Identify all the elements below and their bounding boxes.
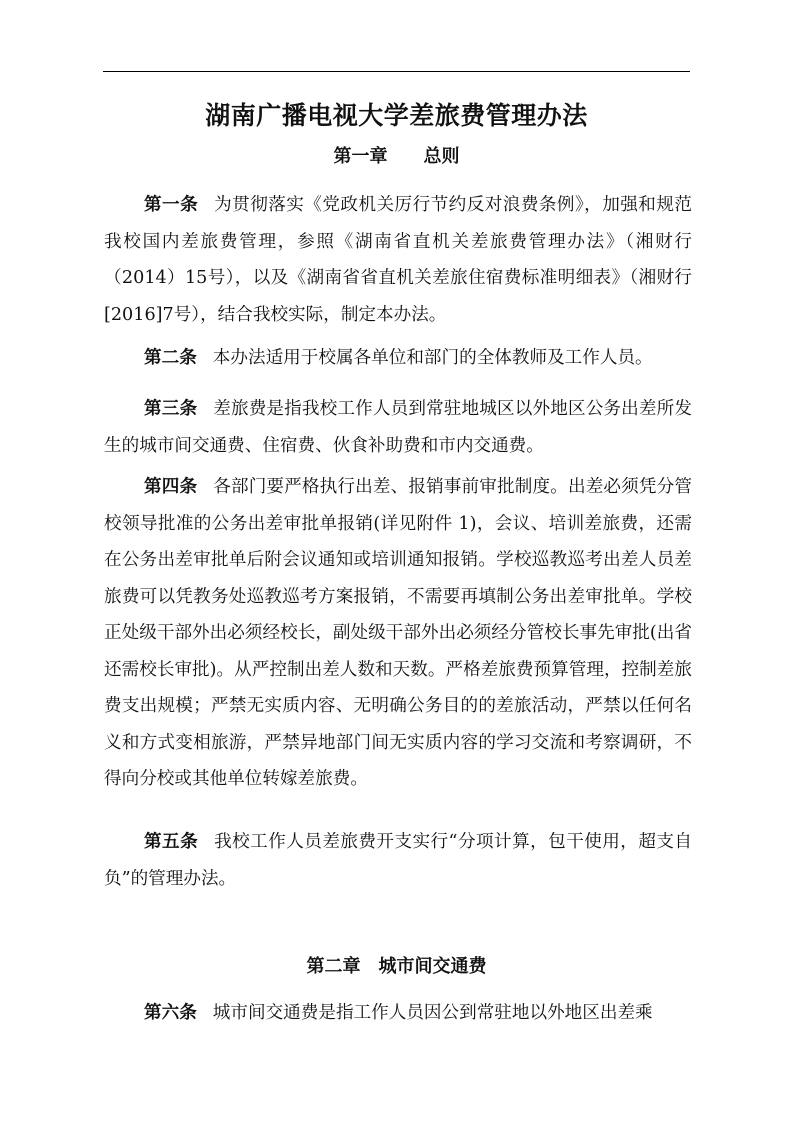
article-6 [104, 995, 692, 1032]
article-text: 城市间交通费是指工作人员因公到常驻地以外地区出差乘 [212, 1003, 653, 1023]
article-text: 各部门要严格执行出差、报销事前审批制度。出差必须凭分管校领导批准的公务出差审批单报销(详见附件 1)，会议、培训差旅费，还需在公务出差审批单后附会议通知或培训通知报销。学校巡教巡考出差人员差旅费可以凭教务处巡教巡考方案报销，不需要再填制公务出差审批单。学校正处级干部外出必须经校长，副处级干部外出必须经分管校长事先审批(出省还需校长审批)。从严控制出差人数和天数。严格差旅费预算管理，控制差旅费支出规模；严禁无实质内容、无明确公务目的的差旅活动，严禁以任何名义和方式变相旅游，严禁异地部门间无实质内容的学习交流和考察调研，不得向分校或其他单位转嫁差旅费。 [104, 477, 692, 789]
article-4 [104, 469, 692, 798]
article-1 [104, 187, 692, 333]
article-text: 我校工作人员差旅费开支实行“分项计算，包干使用，超支自负”的管理办法。 [104, 832, 692, 889]
header-rule [103, 71, 690, 72]
article-label: 第一条 [144, 195, 199, 215]
article-label: 第二条 [144, 348, 197, 368]
article-label: 第五条 [144, 832, 199, 852]
chapter-heading-1: 第一章 总则 [333, 146, 460, 167]
article-label: 第四条 [144, 477, 198, 497]
chapter-heading-2: 第二章 城市间交通费 [306, 956, 487, 977]
article-label: 第三条 [144, 399, 198, 419]
article-text: 差旅费是指我校工作人员到常驻地城区以外地区公务出差所发生的城市间交通费、住宿费、伙食补助费和市内交通费。 [104, 399, 692, 456]
article-5 [104, 824, 692, 897]
article-text: 本办法适用于校属各单位和部门的全体教师及工作人员。 [212, 348, 653, 368]
article-text: 为贯彻落实《党政机关厉行节约反对浪费条例》，加强和规范我校国内差旅费管理，参照《湖南省直机关差旅费管理办法》（湘财行（2014）15号），以及《湖南省省直机关差旅住宿费标准明细表》（湘财行[2016]7号），结合我校实际，制定本办法。 [104, 195, 692, 325]
article-2 [104, 340, 692, 377]
article-3 [104, 391, 692, 464]
document-title: 湖南广播电视大学差旅费管理办法 [205, 101, 588, 130]
article-label: 第六条 [144, 1003, 197, 1023]
